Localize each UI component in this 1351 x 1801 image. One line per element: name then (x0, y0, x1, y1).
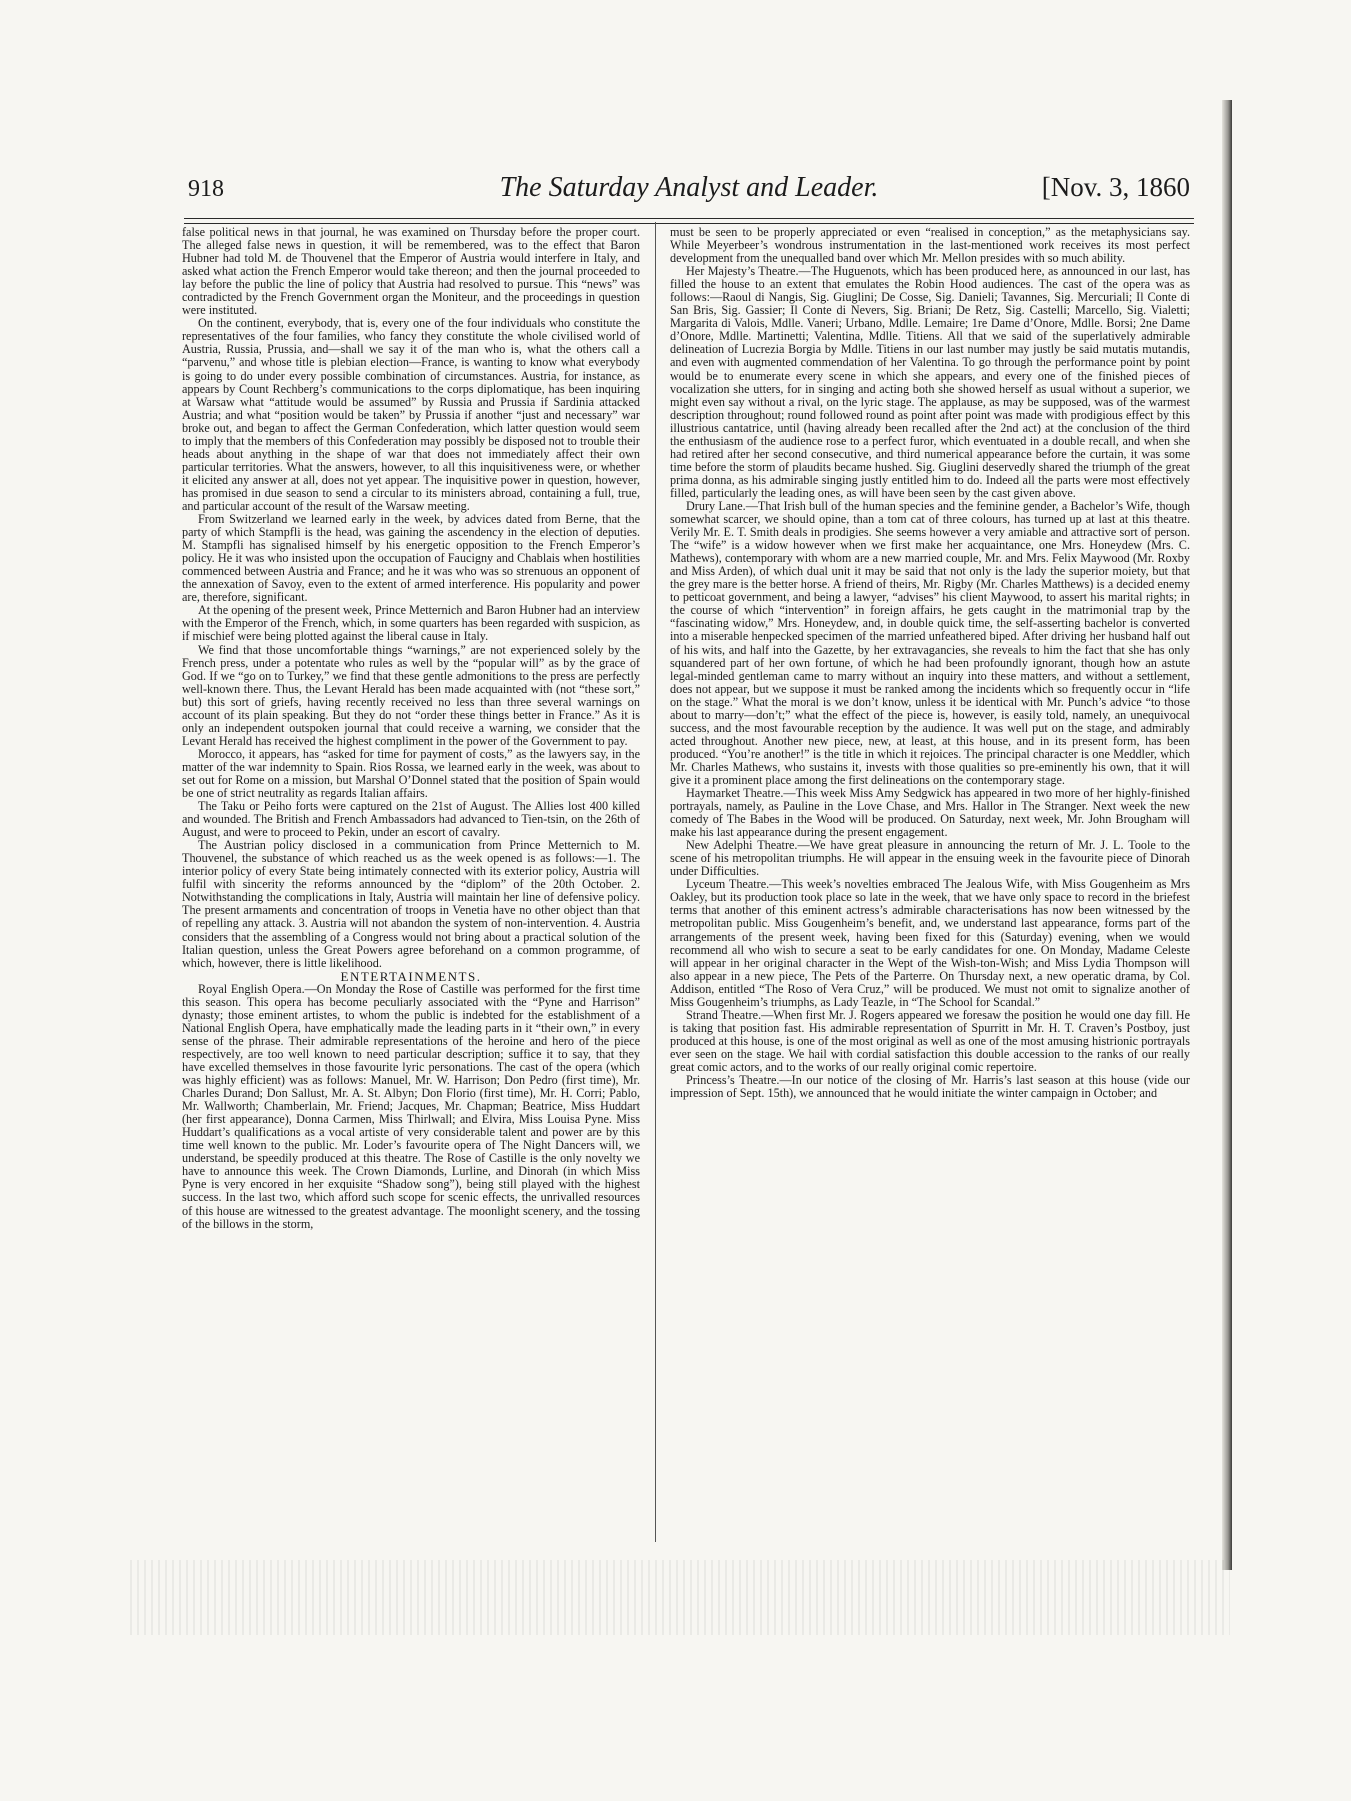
paragraph: We find that those uncomfortable things “warnings,” are not experienced solely by the French press, under a potentate who rules as well by the “popular will” as by the grace of God. If we “go on to Turkey,” we find that these gentle admonitions to the press are perfectly well-known there. Thus, the Levant Herald has been made acquainted with (not “these sort,” but) this sort of griefs, having recently received no less than three several warnings on account of its plain speaking. But they do not “order these things better in France.” As it is only an independent outspoken journal that could receive a warning, we consider that the Levant Herald has received the highest compliment in the power of the Government to pay. (182, 642, 640, 748)
paragraph: Princess’s Theatre.—In our notice of the closing of Mr. Harris’s last season at this house (vide our impression of Sept. 15th), we announced that he would initiate the winter campaign in October; and (670, 1073, 1190, 1101)
section-heading: ENTERTAINMENTS. (340, 968, 482, 984)
paragraph: Strand Theatre.—When first Mr. J. Rogers appeared we foresaw the position he would one day fill. He is taking that position fast. His admirable representation of Spurritt in Mr. H. T. Craven’s Postboy, just produced at this house, is one of the most original as well as one of the most amusing histrionic portrayals ever seen on the stage. We hail with cordial satisfaction this double accession to the ranks of our really great comic actors, and to the works of our really original comic repertoire. (670, 1007, 1190, 1074)
header-rule-thin (184, 223, 1194, 224)
paragraph: At the opening of the present week, Prince Metternich and Baron Hubner had an interview with the Emperor of the French, which, in some quarters has been regarded with suspicion, as if mischief were being plotted against the liberal cause in Italy. (182, 603, 640, 644)
paragraph: must be seen to be properly appreciated or even “realised in conception,” as the metaphysicians say. While Meyerbeer’s wondrous instrumentation in the last-mentioned work receives its most perfect development from the unequalled band over which Mr. Mellon presides with so much ability. (670, 225, 1190, 266)
column-divider (655, 222, 656, 1542)
issue-date: [Nov. 3, 1860 (1041, 172, 1190, 202)
paragraph: Drury Lane.—That Irish bull of the human species and the feminine gender, a Bachelor’s Wife, though somewhat scarcer, we should opine, than a tom cat of three colours, has turned up at last at this theatre. Verily Mr. E. T. Smith deals in prodigies. She seems however a very amiable and attractive sort of person. The “wife” is a widow however when we first make her acquaintance, one Mrs. Honeydew (Mrs. C. Mathews), contemporary with whom are a new married couple, Mr. and Mrs. Felix Maywood (Mr. Roxby and Miss Arden), of which dual unit it may be said that not only is the lady the superior moiety, but that the grey mare is the better horse. A friend of theirs, Mr. Rigby (Mr. Charles Matthews) is a decided enemy to petticoat government, and being a lawyer, “advises” his client Maywood, to assert his marital rights; in the course of which “intervention” in foreign affairs, he gets caught in the matrimonial trap by the “fascinating widow,” Mrs. Honeydew, and, in double quick time, the self-asserting bachelor is converted into a miserable henpecked specimen of the married unfeathered biped. After driving her husband half out of his wits, and half into the Gazette, by her extravagancies, she reveals to him the fact that she has only squandered part of her own fortune, of which he had been profoundly ignorant, though how an astute legal-minded gentleman came to marry without an inquiry into these matters, and without a settlement, does not appear, but we suppose it must be ranked among the incidents which so frequently occur in “life on the stage.” What the moral is we don’t know, unless it be identical with Mr. Punch’s advice “to those about to marry—don’t;” what the effect of the piece is, however, is easily told, namely, an unequivocal success, and the most favourable reception by the audience. It was well put on the stage, and admirably acted throughout. Another new piece, new, at least, at this house, and in its present form, has been produced. “You’re another!” is the title in which it rejoices. The principal character is one Meddler, which Mr. Charles Mathews, who sustains it, invests with those qualities so pre-eminently his own, that it will give it a prominent place among the first delineations on the contemporary stage. (670, 498, 1190, 787)
page-edge-shadow (1222, 100, 1232, 1570)
paragraph: On the continent, everybody, that is, every one of the four individuals who constitute the representatives of the four families, who fancy they constitute the whole civilised world of Austria, Russia, Prussia, and—shall we say it of the man who is, what the others call a “parvenu,” and whose title is plebian election—France, is wanting to know what everybody is going to do under every possible combination of circumstances. Austria, for instance, as appears by Count Rechberg’s communications to the corps diplomatique, has been inquiring at Warsaw what “attitude would be assumed” by Russia and Prussia if Sardinia attacked Austria; and what “position would be taken” by Prussia if another “just and necessary” war broke out, and began to affect the German Confederation, which latter question would seem to imply that the members of this Confederation may possibly be disposed not to trouble their heads about anything in the shape of war that does not immediately affect their own particular territories. What the answers, however, to all this inquisitiveness were, or whether it elicited any answer at all, does not yet appear. The inquisitive power in question, however, has promised in due season to send a circular to its ministers abroad, containing a full, true, and particular account of the result of the Warsaw meeting. (182, 316, 640, 513)
header-rule (184, 218, 1194, 219)
paragraph: Morocco, it appears, has “asked for time for payment of costs,” as the lawyers say, in the matter of the war indemnity to Spain. Rios Rossa, we learned early in the week, was about to set out for Rome on a mission, but Marshal O’Donnel stated that the position of Spain would be one of strict neutrality as regards Italian affairs. (182, 746, 640, 801)
right-column (670, 226, 1190, 1100)
paragraph: Haymarket Theatre.—This week Miss Amy Sedgwick has appeared in two more of her highly-finished portrayals, namely, as Pauline in the Love Chase, and Mrs. Hallor in The Stranger. Next week the new comedy of The Babes in the Wood will be produced. On Saturday, next week, Mr. John Brougham will make his last appearance during the present engagement. (670, 786, 1190, 840)
paragraph: Royal English Opera.—On Monday the Rose of Castille was performed for the first time this season. This opera has become peculiarly associated with the “Pyne and Harrison” dynasty; those eminent artistes, to whom the public is indebted for the establishment of a National English Opera, have emphatically made the leading parts in it “their own,” in every sense of the phrase. Their admirable representations of the heroine and hero of the piece respectively, are too well known to need particular description; suffice it to say, that they have excelled themselves in those favourite lyric personations. The cast of the opera (which was highly efficient) was as follows: Manuel, Mr. W. Harrison; Don Pedro (first time), Mr. Charles Durand; Don Sallust, Mr. A. St. Albyn; Don Florio (first time), Mr. H. Corri; Pablo, Mr. Wallworth; Chamberlain, Mr. Friend; Jacques, Mr. Chapman; Beatrice, Miss Huddart (her first appearance), Donna Carmen, Miss Thirlwall; and Elvira, Miss Louisa Pyne. Miss Huddart’s qualifications as a vocal artiste of very considerable talent and power are by this time well known to the public. Mr. Loder’s favourite opera of The Night Dancers will, we understand, be speedily produced at this theatre. The Rose of Castille is the only novelty we have to announce this week. The Crown Diamonds, Lurline, and Dinorah (in which Miss Pyne is very encored in her exquisite “Shadow song”), being still played with the highest success. In the last two, which afford such scope for scenic effects, the unrivalled resources of this house are witnessed to the greatest advantage. The moonlight scenery, and the tossing of the billows in the storm, (182, 981, 640, 1231)
scan-noise (130, 1560, 1230, 1635)
paragraph: false political news in that journal, he was examined on Thursday before the proper court. The alleged false news in question, it will be remembered, was to the effect that Baron Hubner had told M. de Thouvenel that the Emperor of Austria would interfere in Italy, and asked what action the French Emperor would take thereon; and then the journal proceeded to lay before the public the line of policy that Austria had resolved to pursue. This “news” was contradicted by the French Government organ the Moniteur, and the proceedings in question were instituted. (182, 225, 640, 318)
publication-title: The Saturday Analyst and Leader. (499, 172, 879, 203)
paragraph: Lyceum Theatre.—This week’s novelties embraced The Jealous Wife, with Miss Gougenheim as Mrs Oakley, but its production took place so late in the week, that we have only space to record in the briefest terms that another of this eminent actress’s admirable characterisations has now been witnessed by the metropolitan public. Miss Gougenheim’s benefit, and, we understand last appearance, forms part of the arrangements of the present week, having been fixed for this (Saturday) evening, when we would recommend all who wish to secure a seat to be early candidates for one. On Monday, Madame Celeste will appear in her original character in the Wept of the Wish-ton-Wish; and Miss Lydia Thompson will also appear in a new piece, The Pets of the Parterre. On Thursday next, a new operatic drama, by Col. Addison, entitled “The Roso of Vera Cruz,” will be produced. We must not omit to signalize another of Miss Gougenheim’s triumphs, as Lady Teazle, in “The School for Scandal.” (670, 877, 1190, 1009)
page-number: 918 (188, 176, 224, 202)
paragraph: New Adelphi Theatre.—We have great pleasure in announcing the return of Mr. J. L. Toole to the scene of his metropolitan triumphs. He will appear in the ensuing week in the favourite piece of Dinorah under Difficulties. (670, 838, 1190, 879)
paragraph: From Switzerland we learned early in the week, by advices dated from Berne, that the party of which Stampfli is the head, was gaining the ascendency in the election of deputies. M. Stampfli has signalised himself by his energetic opposition to the French Emperor’s policy. He it was who insisted upon the occupation of Faucigny and Chablais when hostilities commenced between Austria and France; and he it was who was so strenuous an opponent of the annexation of Savoy, even to the extent of armed interference. His popularity and power are, therefore, significant. (182, 512, 640, 605)
paragraph: The Austrian policy disclosed in a communication from Prince Metternich to M. Thouvenel, the substance of which reached us as the week opened is as follows:—1. The interior policy of every State being intimately connected with its exterior policy, Austria will fulfil with sincerity the reforms announced by the “diplom” of the 20th October. 2. Notwithstanding the complications in Italy, Austria will maintain her line of defensive policy. The present armaments and concentration of troops in Venetia have no other object than that of repelling any attack. 3. Austria will not abandon the system of non-intervention. 4. Austria considers that the assembling of a Congress would not bring about a practical solution of the Italian question, unless the Great Powers agree beforehand on a common programme, of which, however, there is little likelihood. (182, 838, 640, 970)
left-column (182, 226, 640, 1231)
paragraph: The Taku or Peiho forts were captured on the 21st of August. The Allies lost 400 killed and wounded. The British and French Ambassadors had advanced to Tien-tsin, on the 26th of August, and were to proceed to Pekin, under an escort of cavalry. (182, 799, 640, 840)
masthead (188, 172, 1190, 212)
paragraph: Her Majesty’s Theatre.—The Huguenots, which has been produced here, as announced in our last, has filled the house to an extent that emulates the Robin Hood audiences. The cast of the opera was as follows:—Raoul di Nangis, Sig. Giuglini; De Cosse, Sig. Danieli; Tavannes, Sig. Mercuriali; Il Conte di San Bris, Sig. Gassier; Il Conte di Nevers, Sig. Briani; De Retz, Sig. Castelli; Marcello, Sig. Vialetti; Margarita di Valois, Mdlle. Vaneri; Urbano, Mdlle. Lemaire; 1re Dame d’Onore, Mdlle. Borsi; 2ne Dame d’Onore, Mdlle. Martinetti; Valentina, Mdlle. Titiens. All that we said of the superlatively admirable delineation of Lucrezia Borgia by Mdlle. Titiens in our last number may justly be said mutatis mutandis, and even with augmented commendation of her Valentina. To go through the performance point by point would be to enumerate every scene in which she appears, and every one of the finished pieces of vocalization she utters, for in singing and acting both she showed herself as usual without a superior, we might even say without a rival, on the lyric stage. The applause, as may be supposed, was of the warmest description throughout; round followed round as point after point was made with prodigious effect by this illustrious cantatrice, until (having already been recalled after the 2nd act) at the conclusion of the third the enthusiasm of the audience rose to a perfect furor, which eventuated in a double recall, and when she had retired after her second consecutive, and third numerical appearance before the curtain, it was some time before the storm of plaudits became hushed. Sig. Giuglini deservedly shared the triumph of the great prima donna, as his admirable singing justly entitled him to do. Indeed all the parts were most effectively filled, particularly the leading ones, as will have been seen by the cast given above. (670, 264, 1190, 500)
